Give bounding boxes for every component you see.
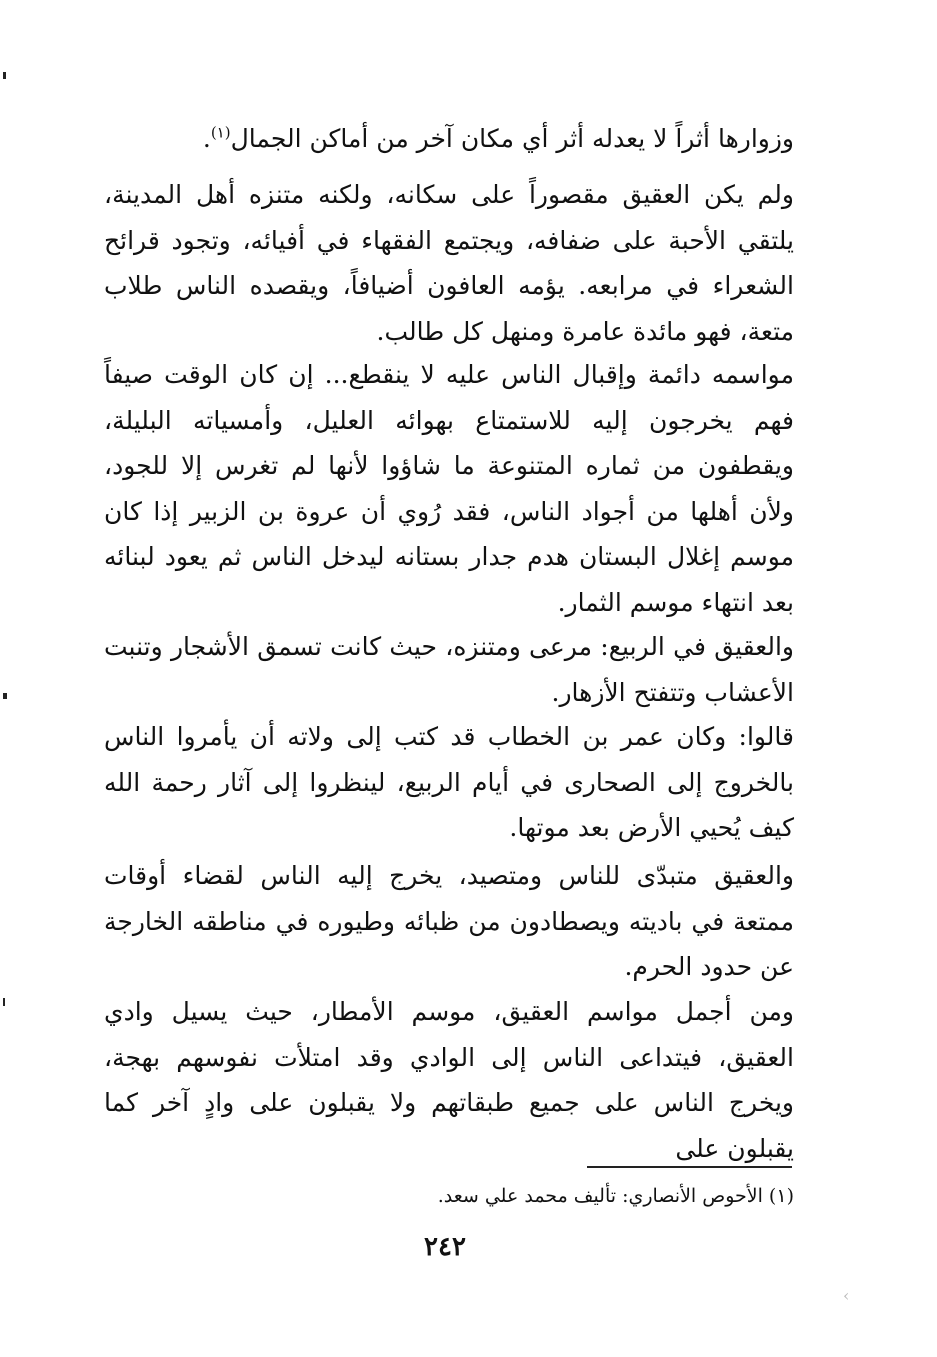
scan-artifact: ‹: [843, 1286, 850, 1305]
paragraph-text: قالوا: وكان عمر بن الخطاب قد كتب إلى ولاته أن يأمروا الناس بالخروج إلى الصحارى في أيام الربيع، لينظروا إلى آثار رحمة الله كيف يُحيي الأرض بعد موتها.: [104, 722, 794, 842]
paragraph-2: [104, 352, 794, 625]
paragraph-1: [104, 172, 794, 354]
footnote-separator: [587, 1166, 792, 1168]
paragraph-4: [104, 714, 794, 851]
scan-artifact: [3, 998, 5, 1006]
footnote-reference: (١): [210, 123, 231, 142]
continued-line-text: وزوارها أثراً لا يعدله أثر أي مكان آخر من أماكن الجمال: [230, 124, 794, 153]
paragraph-text: ولم يكن العقيق مقصوراً على سكانه، ولكنه متنزه أهل المدينة، يلتقي الأحبة على ضفافه، ويجتمع الفقهاء في أفيائه، وتجود قرائح الشعراء في مرابعه. يؤمه العافون أضيافاً، ويقصده الناس طلاب متعة، فهو مائدة عامرة ومنهل كل طالب.: [104, 180, 794, 346]
paragraph-text: ومن أجمل مواسم العقيق، موسم الأمطار، حيث يسيل وادي العقيق، فيتداعى الناس إلى الوادي وقد امتلأت نفوسهم بهجة، ويخرج الناس على جميع طبقاتهم ولا يقبلون على وادٍ آخر كما يقبلون على: [104, 997, 794, 1163]
paragraph-3: [104, 624, 794, 715]
paragraph-text: مواسمه دائمة وإقبال الناس عليه لا ينقطع... إن كان الوقت صيفاً فهم يخرجون إليه للاستمتاع بهوائه العليل، وأمسياته البليلة، ويقطفون من ثماره المتنوعة ما شاؤوا لأنها لم تغرس إلا للجود، ولأن أهلها من أجواد الناس، فقد رُوي أن عروة بن الزبير إذا كان موسم إغلال البستان هدم جدار بستانه ليدخل الناس ثم يعود لبنائه بعد انتهاء موسم الثمار.: [104, 360, 794, 617]
footnote: (١) الأحوص الأنصاري: تأليف محمد علي سعد.: [437, 1185, 794, 1207]
scan-artifact: [3, 72, 6, 79]
paragraph-5: [104, 853, 794, 990]
continued-line-end: .: [202, 124, 211, 153]
paragraph-text: والعقيق في الربيع: مرعى ومتنزه، حيث كانت تسمق الأشجار وتنبت الأعشاب وتتفتح الأزهار.: [104, 632, 794, 707]
page-number: ٢٤٢: [424, 1232, 466, 1262]
continued-line: [203, 116, 794, 162]
paragraph-text: والعقيق متبدّى للناس ومتصيد، يخرج إليه الناس لقضاء أوقات ممتعة في باديته ويصطادون من ظبائه وطيوره في مناطقه الخارجة عن حدود الحرم.: [104, 861, 794, 981]
paragraph-6: [104, 989, 794, 1171]
scan-artifact: [3, 693, 7, 699]
